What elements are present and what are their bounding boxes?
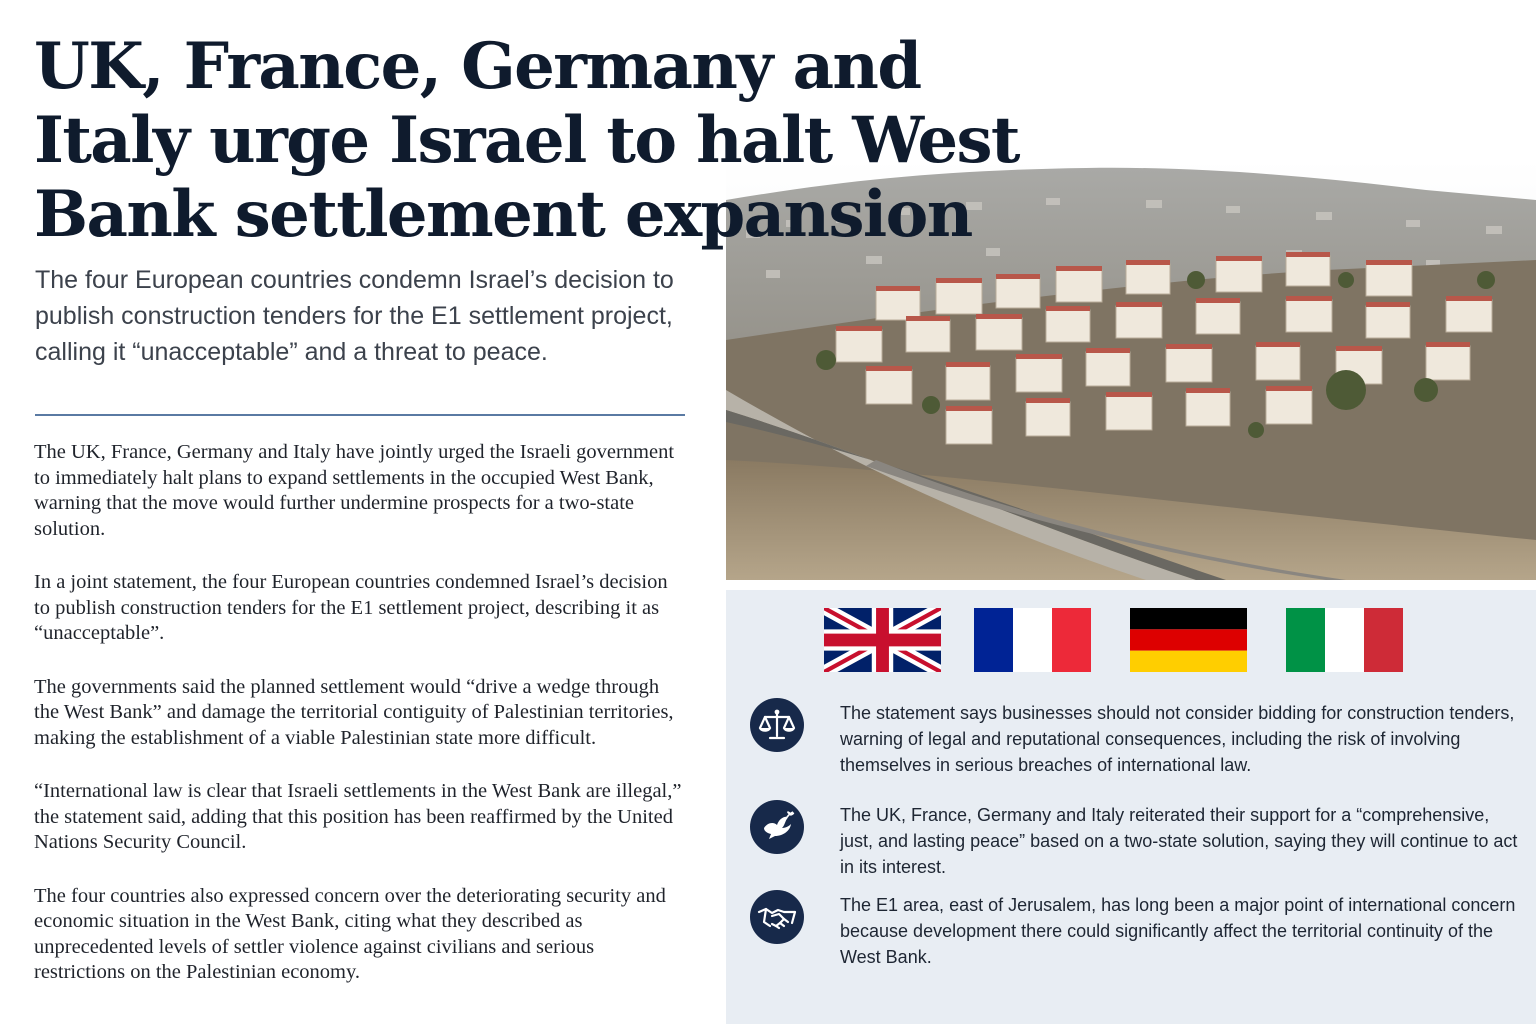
key-points-panel — [726, 590, 1536, 1024]
scales-of-justice-icon — [750, 698, 804, 752]
uk-flag-icon — [824, 608, 941, 672]
article-body — [34, 440, 684, 1014]
standfirst: The four European countries condemn Israel’s decision to publish construction tenders for the E1 settlement project, calling it “unacceptable” and a threat to peace. — [35, 266, 674, 366]
handshake-icon — [750, 890, 804, 944]
key-point-text: The E1 area, east of Jerusalem, has long been a major point of international concern because development there could significantly affect the territorial continuity of the West Bank. — [840, 895, 1516, 967]
key-point-text: The UK, France, Germany and Italy reiterated their support for a “comprehensive, just, and lasting peace” based on a two-state solution, saying they will continue to act in its interest. — [840, 805, 1518, 877]
germany-flag-icon — [1130, 608, 1247, 672]
paragraph: “International law is clear that Israeli settlements in the West Bank are illegal,” the statement said, adding that this position has been reaffirmed by the United Nations Security Council. — [34, 780, 682, 853]
divider — [35, 414, 685, 416]
paragraph: The UK, France, Germany and Italy have jointly urged the Israeli government to immediately halt plans to expand settlements in the occupied West Bank, warning that the move would further undermine prospects for a two-state solution. — [34, 441, 675, 540]
dove-icon — [750, 800, 804, 854]
italy-flag-icon — [1286, 608, 1403, 672]
country-flags — [824, 608, 1424, 672]
paragraph: The governments said the planned settlement would “drive a wedge through the West Bank” and damage the territorial contiguity of Palestinian territories, making the establishment of a viable Palestinian state more difficult. — [34, 675, 674, 749]
key-point-text: The statement says businesses should not consider bidding for construction tenders, warning of legal and reputational consequences, including the risk of involving themselves in serious breaches of international law. — [840, 703, 1515, 775]
paragraph: In a joint statement, the four European countries condemned Israel’s decision to publish construction tenders for the E1 settlement project, describing it as “unacceptable”. — [34, 571, 668, 644]
headline: UK, France, Germany and Italy urge Israel to halt West Bank settlement expansion — [34, 29, 1019, 252]
paragraph: The four countries also expressed concern over the deteriorating security and economic situation in the West Bank, citing what they described as unprecedented levels of settler violence against civilians and serious restrictions on the Palestinian economy. — [34, 884, 666, 983]
france-flag-icon — [974, 608, 1091, 672]
